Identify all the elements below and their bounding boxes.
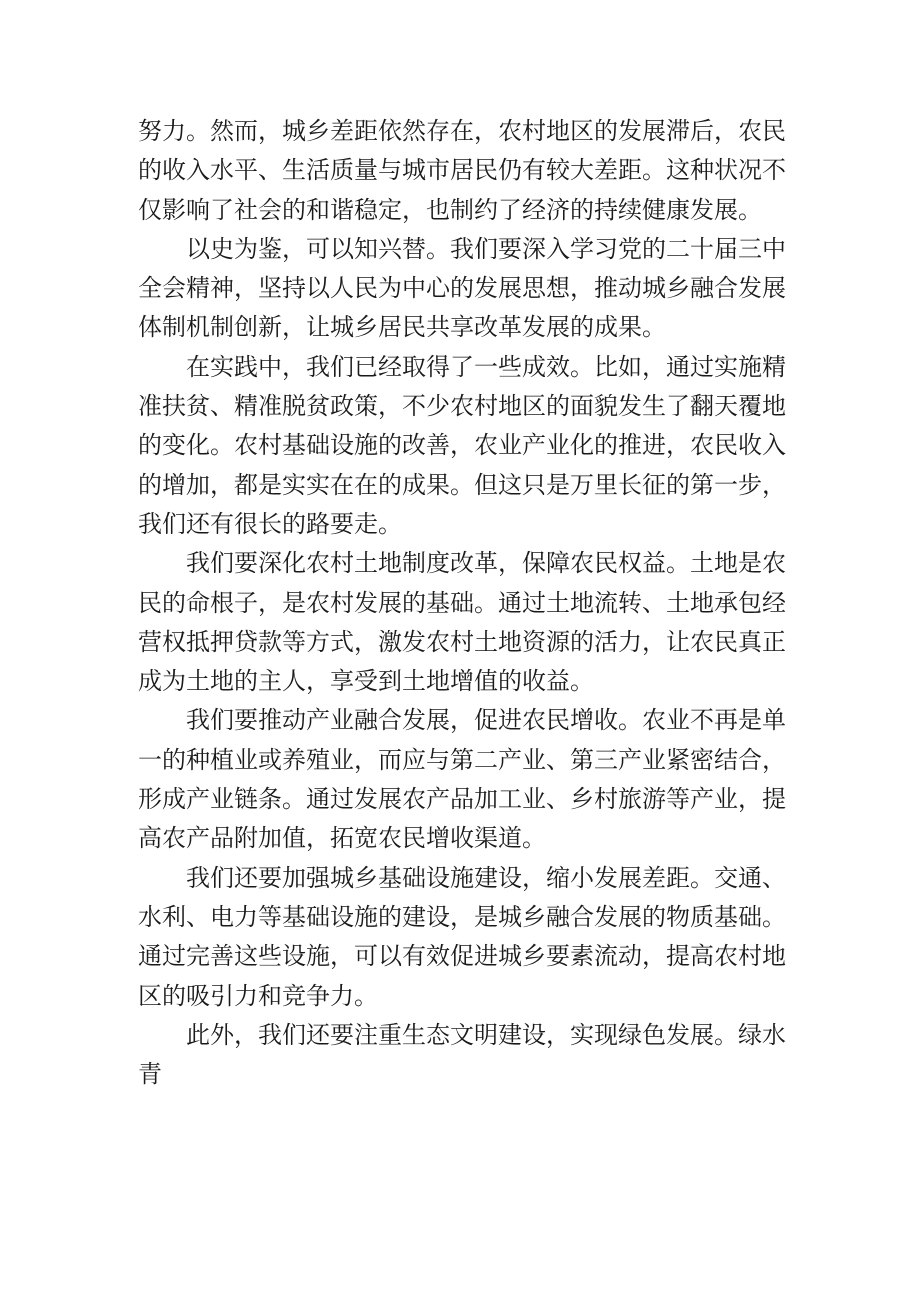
paragraph-3: 在实践中，我们已经取得了一些成效。比如，通过实施精准扶贫、精准脱贫政策，不少农村地区的面貌发生了翻天覆地的变化。农村基础设施的改善，农业产业化的推进，农民收入的增加，都是实实在在的成果。但这只是万里长征的第一步，我们还有很长的路要走。 <box>138 352 786 538</box>
paragraph-6: 我们还要加强城乡基础设施建设，缩小发展差距。交通、水利、电力等基础设施的建设，是城乡融合发展的物质基础。通过完善这些设施，可以有效促进城乡要素流动，提高农村地区的吸引力和竞争力。 <box>138 863 786 1010</box>
paragraph-2: 以史为鉴，可以知兴替。我们要深入学习党的二十届三中全会精神，坚持以人民为中心的发展思想，推动城乡融合发展体制机制创新，让城乡居民共享改革发展的成果。 <box>138 234 786 342</box>
document-body <box>138 112 786 1094</box>
paragraph-5: 我们要推动产业融合发展，促进农民增收。农业不再是单一的种植业或养殖业，而应与第二产业、第三产业紧密结合，形成产业链条。通过发展农产品加工业、乡村旅游等产业，提高农产品附加值，拓宽农民增收渠道。 <box>138 706 786 853</box>
paragraph-7: 此外，我们还要注重生态文明建设，实现绿色发展。绿水青 <box>138 1020 786 1089</box>
paragraph-1: 努力。然而，城乡差距依然存在，农村地区的发展滞后，农民的收入水平、生活质量与城市居民仍有较大差距。这种状况不仅影响了社会的和谐稳定，也制约了经济的持续健康发展。 <box>138 117 786 224</box>
paragraph-4: 我们要深化农村土地制度改革，保障农民权益。土地是农民的命根子，是农村发展的基础。通过土地流转、土地承包经营权抵押贷款等方式，激发农村土地资源的活力，让农民真正成为土地的主人，享受到土地增值的收益。 <box>138 549 786 696</box>
